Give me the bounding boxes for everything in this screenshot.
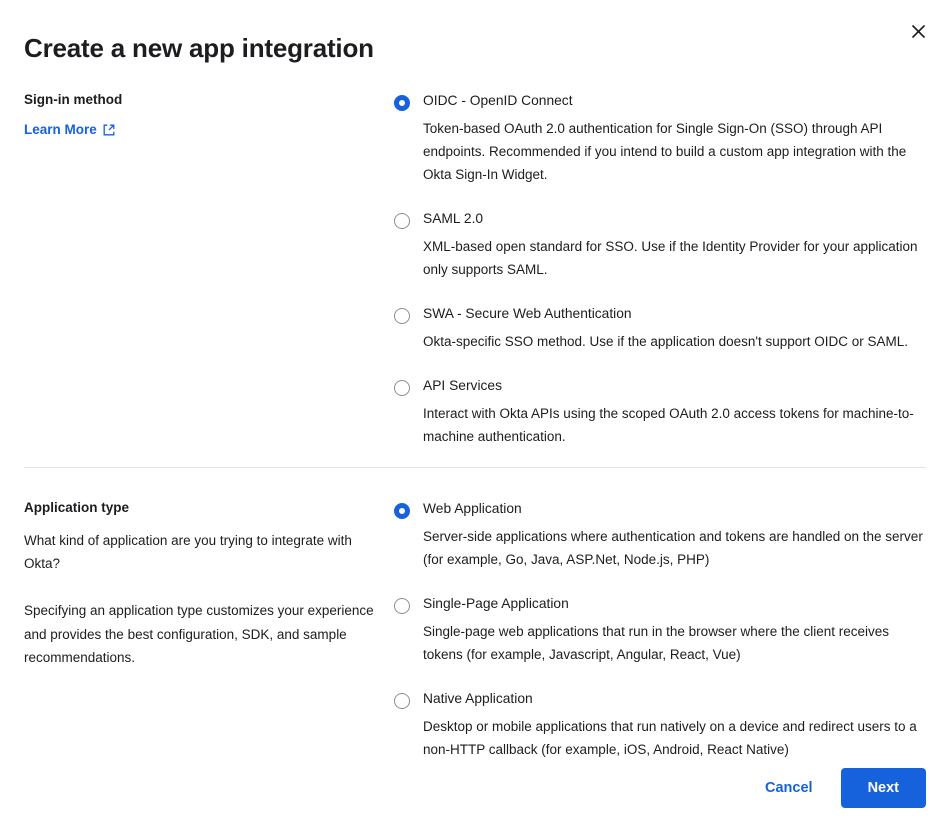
learn-more-link[interactable] [24, 122, 115, 137]
section-divider [24, 467, 926, 468]
radio-native-application[interactable] [394, 693, 410, 709]
app-type-option-web-desc: Server-side applications where authentication and tokens are handled on the server (for example, Go, Java, ASP.Net, Node.js, PHP) [423, 528, 923, 567]
dialog-footer [24, 768, 926, 808]
app-type-option-native-title: Native Application [423, 691, 533, 707]
radio-single-page-application[interactable] [394, 598, 410, 614]
app-type-option-spa-body [423, 595, 926, 666]
application-type-section [24, 500, 926, 761]
signin-method-section [24, 92, 926, 448]
signin-option-swa-body [423, 305, 926, 353]
app-type-option-web-body [423, 500, 926, 571]
learn-more-label: Learn More [24, 122, 97, 137]
signin-option-saml-title: SAML 2.0 [423, 211, 484, 227]
app-type-option-native[interactable] [394, 690, 926, 761]
signin-option-api-services[interactable] [394, 377, 926, 448]
radio-swa[interactable] [394, 308, 410, 324]
signin-option-swa[interactable] [394, 305, 926, 353]
close-glyph [911, 24, 926, 39]
signin-option-swa-title: SWA - Secure Web Authentication [423, 306, 632, 322]
app-type-option-spa[interactable] [394, 595, 926, 666]
application-type-helper-2: Specifying an application type customizes your experience and provides the best configuration, SDK, and sample recommendations. [24, 603, 374, 665]
signin-option-oidc-desc: Token-based OAuth 2.0 authentication for Single Sign-On (SSO) through API endpoints. Recommended if you intend to build a custom app integration with the Okta Sign-In Widget. [423, 120, 907, 183]
radio-web-application[interactable] [394, 503, 410, 519]
next-button[interactable]: Next [841, 768, 926, 808]
application-type-options [394, 500, 926, 761]
signin-option-api-services-desc: Interact with Okta APIs using the scoped OAuth 2.0 access tokens for machine-to-machine authentication. [423, 405, 914, 445]
radio-oidc[interactable] [394, 95, 410, 111]
app-type-option-native-body [423, 690, 926, 761]
signin-option-saml[interactable] [394, 210, 926, 281]
signin-method-left [24, 92, 394, 448]
external-link-icon [103, 124, 115, 136]
app-type-option-web-title: Web Application [423, 501, 522, 516]
application-type-label: Application type [24, 500, 130, 515]
signin-option-saml-body [423, 210, 926, 281]
app-type-option-spa-title: Single-Page Application [423, 596, 569, 612]
signin-option-oidc[interactable] [394, 92, 926, 186]
signin-option-api-services-body [423, 377, 926, 448]
signin-method-label: Sign-in method [24, 92, 123, 107]
radio-saml[interactable] [394, 213, 410, 229]
cancel-button[interactable]: Cancel [759, 772, 819, 804]
signin-option-saml-desc: XML-based open standard for SSO. Use if the Identity Provider for your application only supports SAML. [423, 238, 918, 278]
application-type-left [24, 500, 394, 761]
app-type-option-spa-desc: Single-page web applications that run in the browser where the client receives tokens (for example, Javascript, Angular, React, Vue) [423, 623, 890, 662]
radio-api-services[interactable] [394, 380, 410, 396]
signin-option-oidc-body [423, 92, 926, 186]
application-type-helper-1: What kind of application are you trying to integrate with Okta? [24, 533, 352, 572]
app-type-option-web[interactable] [394, 500, 926, 571]
signin-method-options [394, 92, 926, 448]
signin-option-api-services-title: API Services [423, 378, 502, 394]
close-icon[interactable] [904, 17, 932, 45]
app-type-option-native-desc: Desktop or mobile applications that run natively on a device and redirect users to a non-HTTP callback (for example, iOS, Android, React Native) [423, 718, 917, 757]
page-title: Create a new app integration [24, 33, 374, 63]
signin-option-swa-desc: Okta-specific SSO method. Use if the application doesn't support OIDC or SAML. [423, 333, 909, 349]
signin-option-oidc-title: OIDC - OpenID Connect [423, 93, 573, 108]
